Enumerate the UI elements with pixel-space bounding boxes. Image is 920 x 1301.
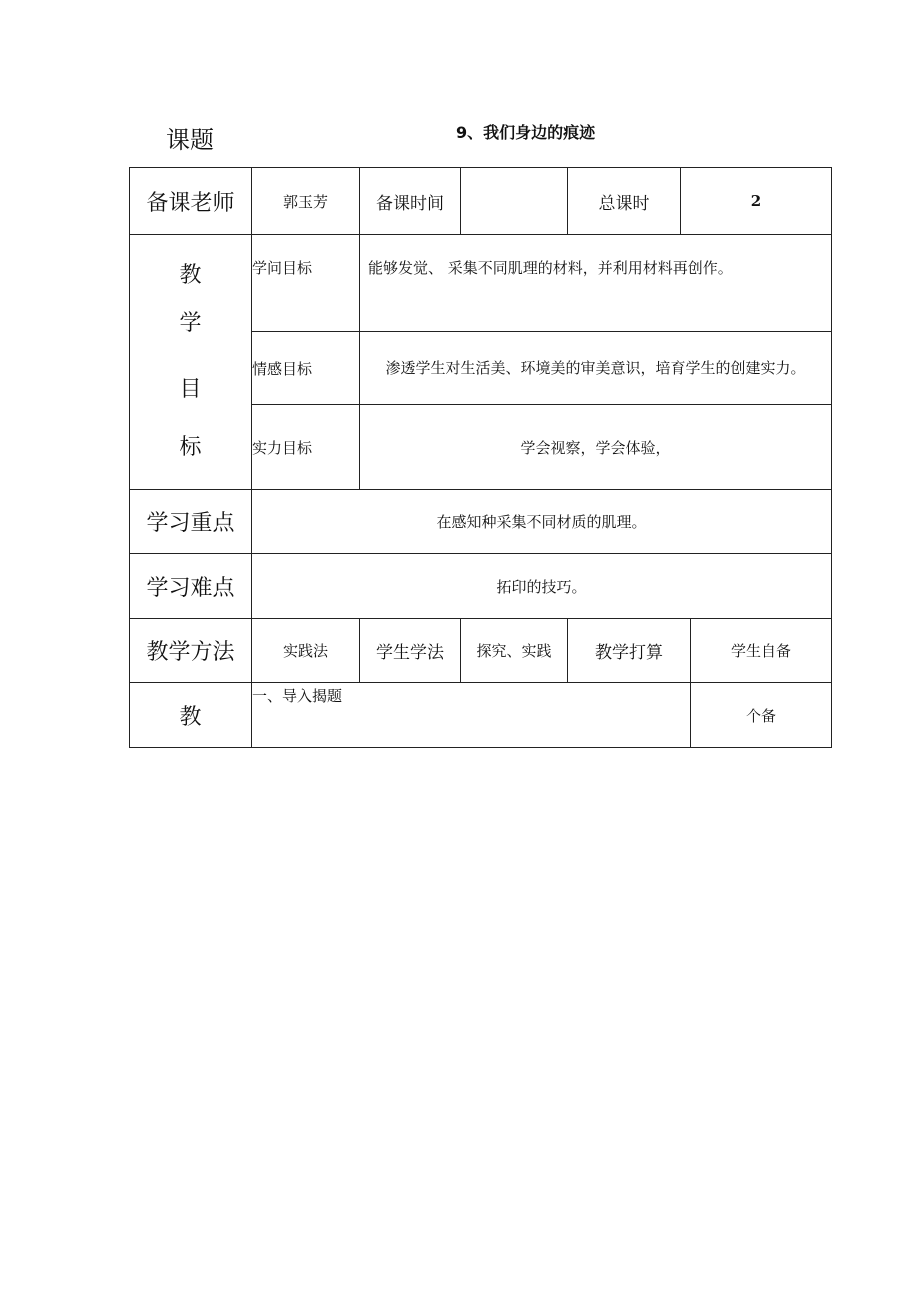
- teaching-method-value: 实践法: [252, 619, 360, 683]
- process-step: 一、导入揭题: [252, 683, 691, 748]
- goals-heading-char: 教: [179, 263, 202, 288]
- ability-goal-text: 学会视察，学会体验，: [360, 405, 832, 490]
- topic-label: 课题: [166, 126, 214, 154]
- teaching-prep-label: 教学打算: [568, 619, 691, 683]
- difficulty-label: 学习难点: [130, 554, 252, 619]
- goals-heading-char: 学: [179, 311, 202, 336]
- goals-heading-char: 目: [179, 377, 202, 402]
- emotion-goal-text: 渗透学生对生活美、环境美的审美意识，培育学生的创建实力。: [360, 332, 832, 405]
- student-method-label: 学生学法: [360, 619, 461, 683]
- emotion-goal-label: 情感目标: [252, 332, 360, 405]
- process-note: 个备: [691, 683, 832, 748]
- ability-goal-label: 实力目标: [252, 405, 360, 490]
- lesson-plan-table: [129, 167, 832, 748]
- total-hours-label: 总课时: [568, 168, 681, 235]
- prep-time-label: 备课时间: [360, 168, 461, 235]
- difficulty-text: 拓印的技巧。: [252, 554, 832, 619]
- process-label: 教: [130, 683, 252, 748]
- prep-time-value: [461, 168, 568, 235]
- teaching-prep-value: 学生自备: [691, 619, 832, 683]
- key-point-label: 学习重点: [130, 490, 252, 554]
- teacher-label: 备课老师: [130, 168, 252, 235]
- student-method-value: 探究、实践: [461, 619, 568, 683]
- total-hours-value: 2: [681, 168, 832, 235]
- teaching-method-label: 教学方法: [130, 619, 252, 683]
- knowledge-goal-label: 学问目标: [252, 235, 360, 332]
- goals-heading-char: 标: [179, 435, 202, 460]
- lesson-title: 9、我们身边的痕迹: [456, 123, 596, 142]
- knowledge-goal-text: 能够发觉、 采集不同肌理的材料，并利用材料再创作。: [360, 235, 832, 332]
- goals-heading: [130, 235, 252, 490]
- key-point-text: 在感知种采集不同材质的肌理。: [252, 490, 832, 554]
- teacher-name: 郭玉芳: [252, 168, 360, 235]
